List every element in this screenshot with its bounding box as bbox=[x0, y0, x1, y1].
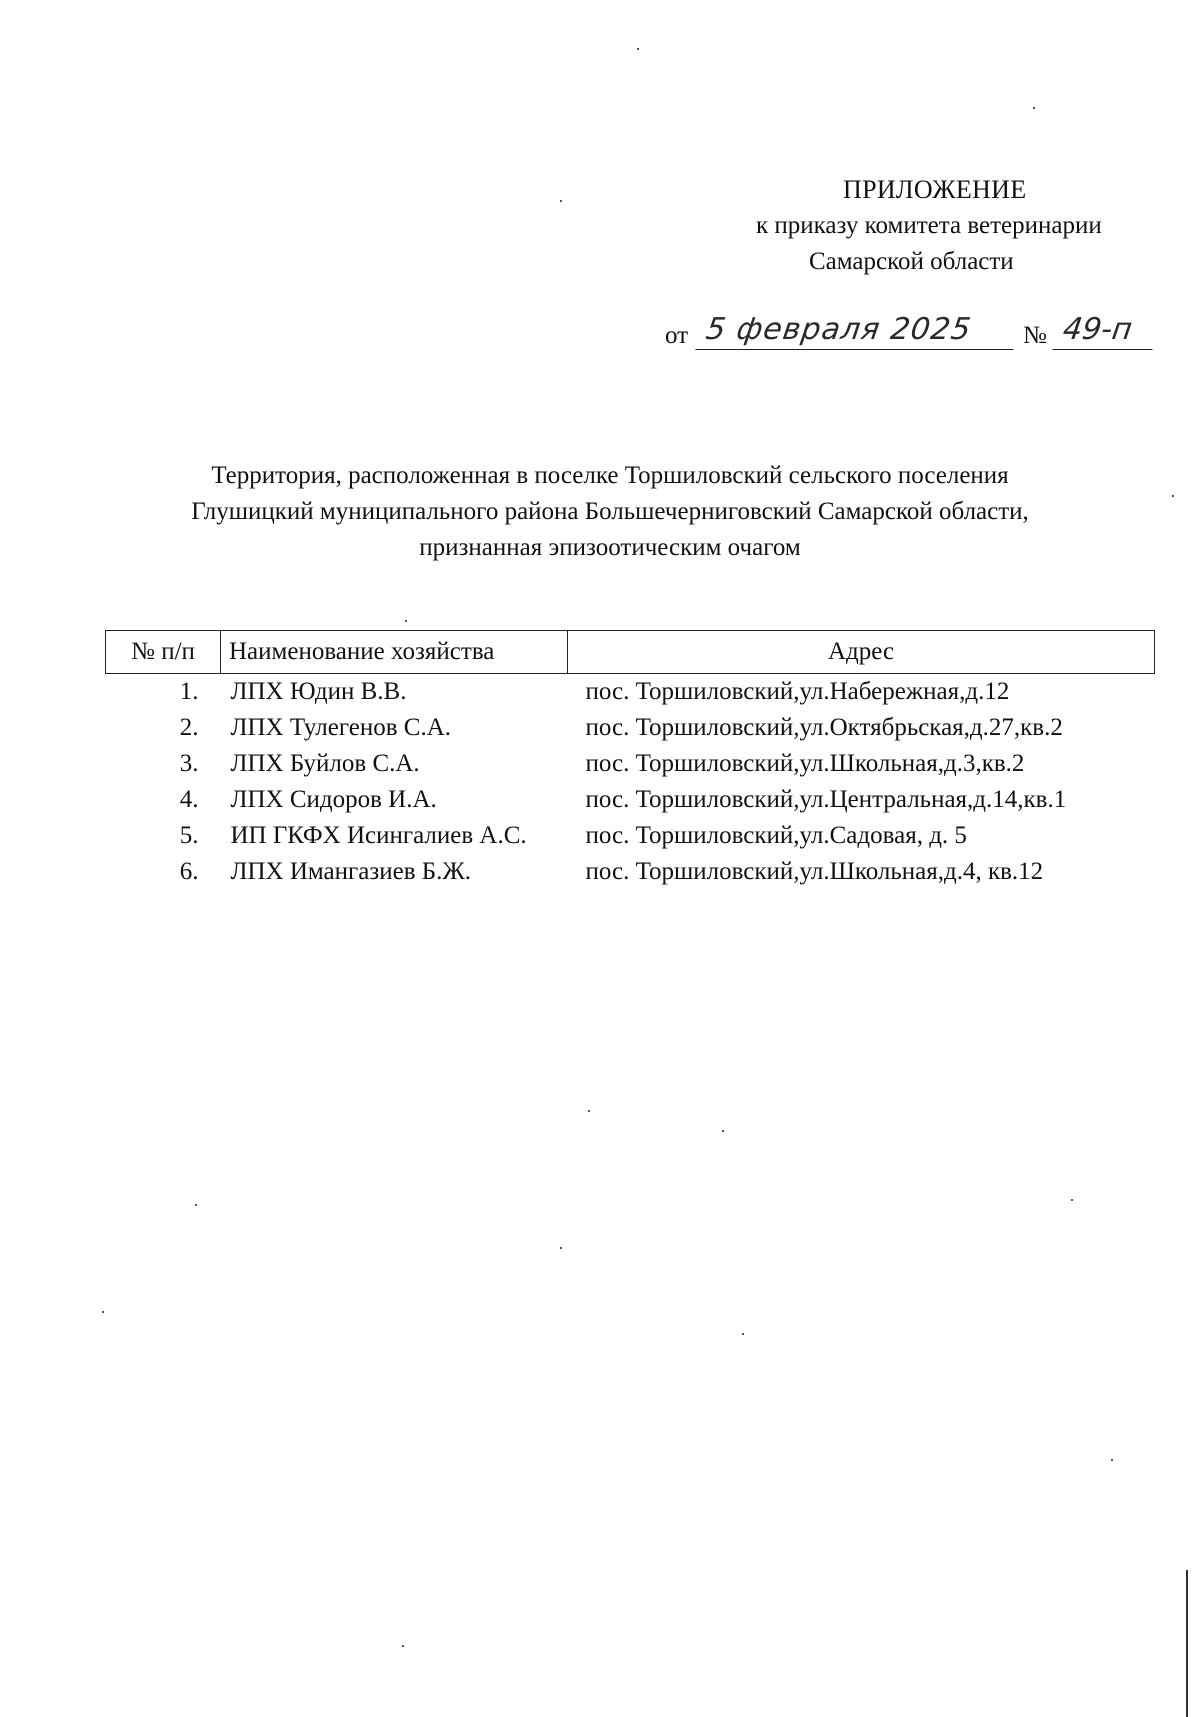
row-address: пос. Торшиловский,ул.Школьная,д.4, кв.12 bbox=[585, 858, 1044, 885]
appendix-subtitle-line2: Самарской области bbox=[809, 248, 1014, 275]
table-row bbox=[106, 782, 1155, 818]
table-row bbox=[106, 818, 1155, 854]
table-header-row bbox=[106, 631, 1155, 674]
row-farm-name: ЛПХ Сидоров И.А. bbox=[230, 786, 437, 813]
row-number: 6. bbox=[179, 858, 199, 885]
row-address: пос. Торшиловский,ул.Школьная,д.3,кв.2 bbox=[585, 750, 1025, 777]
row-address: пос. Торшиловский,ул.Центральная,д.14,кв.1 bbox=[585, 786, 1067, 813]
appendix-title: ПРИЛОЖЕНИЕ bbox=[843, 175, 1027, 204]
heading-line1: Территория, расположенная в поселке Торшиловский сельского поселения bbox=[211, 462, 1009, 489]
table-row bbox=[106, 674, 1155, 711]
order-date-prefix: от bbox=[665, 322, 689, 349]
order-number-label: № bbox=[1023, 322, 1047, 349]
row-number: 5. bbox=[179, 822, 199, 849]
appendix-subtitle-line1: к приказу комитета ветеринарии bbox=[756, 212, 1102, 239]
scan-speck bbox=[560, 1247, 562, 1249]
column-header-farm-name: Наименование хозяйства bbox=[221, 631, 568, 674]
scan-speck bbox=[1111, 1459, 1113, 1461]
farms-table bbox=[105, 630, 1155, 890]
heading-line3: признанная эпизоотическим очагом bbox=[419, 534, 801, 561]
scan-speck bbox=[402, 1645, 404, 1647]
row-farm-name: ЛПХ Имангазиев Б.Ж. bbox=[230, 858, 472, 885]
scan-speck bbox=[1172, 495, 1174, 497]
heading-line2: Глушицкий муниципального района Большечерниговский Самарской области, bbox=[191, 498, 1029, 525]
scan-speck bbox=[195, 1204, 197, 1206]
order-date-handwritten: 5 февраля 2025 bbox=[695, 312, 1018, 350]
row-number: 4. bbox=[179, 786, 199, 813]
row-address: пос. Торшиловский,ул.Садовая, д. 5 bbox=[585, 822, 967, 849]
scan-speck bbox=[102, 1311, 104, 1313]
column-header-number: № п/п bbox=[106, 631, 221, 674]
scan-speck bbox=[1071, 1199, 1073, 1201]
row-number: 1. bbox=[179, 678, 199, 705]
row-farm-name: ЛПХ Юдин В.В. bbox=[230, 678, 407, 705]
row-farm-name: ЛПХ Буйлов С.А. bbox=[230, 750, 420, 777]
scan-speck bbox=[1033, 107, 1035, 109]
document-heading bbox=[150, 458, 1070, 566]
scan-speck bbox=[637, 48, 639, 50]
scan-speck bbox=[588, 1110, 590, 1112]
row-number: 3. bbox=[179, 750, 199, 777]
table-row bbox=[106, 746, 1155, 782]
scan-edge-line bbox=[1186, 1570, 1188, 1717]
row-number: 2. bbox=[179, 714, 199, 741]
row-farm-name: ЛПХ Тулегенов С.А. bbox=[230, 714, 451, 741]
column-header-address: Адрес bbox=[568, 631, 1155, 674]
table-row bbox=[106, 710, 1155, 746]
scan-speck bbox=[722, 1130, 724, 1132]
row-farm-name: ИП ГКФХ Исингалиев А.С. bbox=[230, 822, 527, 849]
row-address: пос. Торшиловский,ул.Набережная,д.12 bbox=[585, 678, 1010, 705]
scan-speck bbox=[560, 200, 562, 202]
row-address: пос. Торшиловский,ул.Октябрьская,д.27,кв.2 bbox=[585, 714, 1063, 741]
scan-speck bbox=[742, 1333, 744, 1335]
order-reference bbox=[665, 312, 1155, 352]
scan-speck bbox=[405, 620, 407, 622]
table-row bbox=[106, 854, 1155, 890]
order-number-handwritten: 49-п bbox=[1052, 312, 1157, 350]
